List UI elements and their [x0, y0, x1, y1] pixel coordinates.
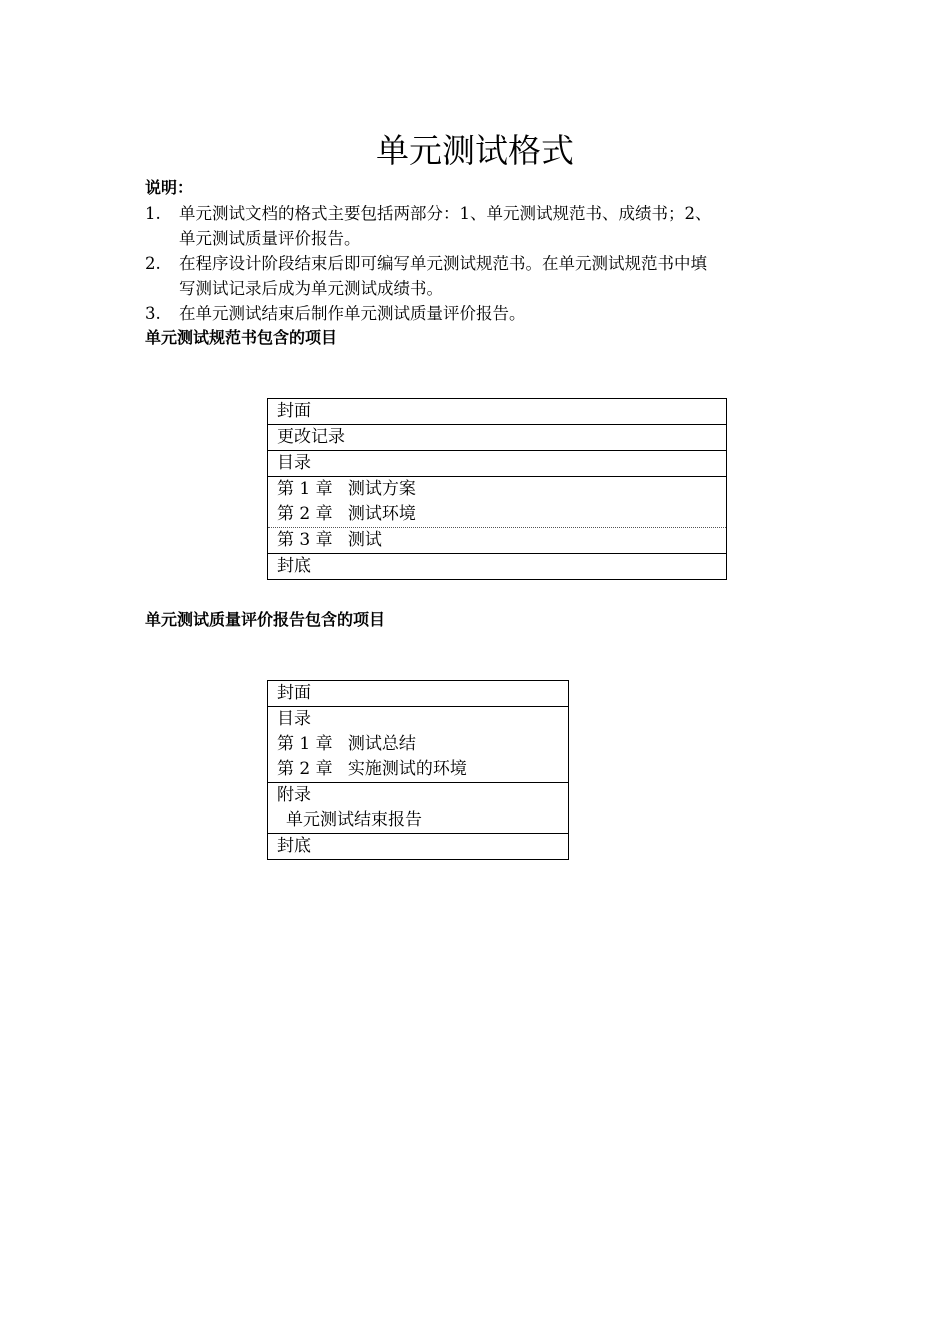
note-line: 在单元测试结束后制作单元测试质量评价报告。	[179, 304, 526, 323]
note-number: 2.	[145, 254, 161, 273]
spec-cell-cover	[268, 399, 726, 424]
note-line: 在程序设计阶段结束后即可编写单元测试规范书。在单元测试规范书中填	[179, 254, 707, 273]
chapter-title: 测试环境	[347, 504, 416, 524]
spec-cell-back-cover	[268, 553, 726, 579]
note-number: 3.	[145, 304, 161, 323]
spec-section-heading: 单元测试规范书包含的项目	[145, 328, 338, 347]
report-cell-toc-chapters	[268, 706, 568, 782]
notes-label: 说明：	[145, 178, 194, 197]
spec-toc: 目录	[277, 453, 311, 473]
report-cell-appendix	[268, 782, 568, 833]
report-chapter-row	[277, 757, 560, 782]
chapter-title: 测试总结	[347, 734, 416, 754]
spec-chapter-row	[277, 528, 718, 553]
report-items-table	[267, 680, 569, 860]
chapter-label: 第 1 章	[277, 734, 333, 754]
spec-cell-changelog	[268, 424, 726, 450]
report-appendix-item: 单元测试结束报告	[286, 810, 422, 830]
report-appendix: 附录	[277, 785, 311, 805]
report-section-heading: 单元测试质量评价报告包含的项目	[145, 610, 386, 629]
note-item-3	[145, 301, 815, 326]
note-number: 1.	[145, 204, 161, 223]
chapter-title: 实施测试的环境	[347, 759, 467, 779]
spec-chapter-row	[277, 477, 718, 502]
chapter-label: 第 3 章	[277, 530, 333, 550]
spec-items-table	[267, 398, 727, 580]
page-title: 单元测试格式	[376, 131, 574, 170]
report-back-cover: 封底	[277, 836, 311, 856]
note-item-2	[145, 251, 815, 301]
notes-list	[145, 201, 815, 326]
spec-cell-chapter-3	[268, 527, 726, 553]
note-line: 写测试记录后成为单元测试成绩书。	[179, 279, 443, 298]
spec-cell-chapters-1-2	[268, 476, 726, 527]
chapter-title: 测试方案	[347, 479, 416, 499]
report-chapter-row	[277, 732, 560, 757]
report-cover: 封面	[277, 683, 311, 703]
report-cell-back-cover	[268, 833, 568, 859]
note-line: 单元测试文档的格式主要包括两部分：1、单元测试规范书、成绩书；2、	[179, 204, 712, 223]
chapter-label: 第 2 章	[277, 759, 333, 779]
note-item-1	[145, 201, 815, 251]
spec-cover: 封面	[277, 401, 311, 421]
report-toc: 目录	[277, 709, 311, 729]
report-cell-cover	[268, 681, 568, 706]
chapter-label: 第 1 章	[277, 479, 333, 499]
spec-changelog: 更改记录	[277, 427, 345, 447]
spec-back-cover: 封底	[277, 556, 311, 576]
chapter-label: 第 2 章	[277, 504, 333, 524]
spec-cell-toc	[268, 450, 726, 476]
note-line: 单元测试质量评价报告。	[179, 229, 361, 248]
spec-chapter-row	[277, 502, 718, 527]
chapter-title: 测试	[347, 530, 382, 550]
